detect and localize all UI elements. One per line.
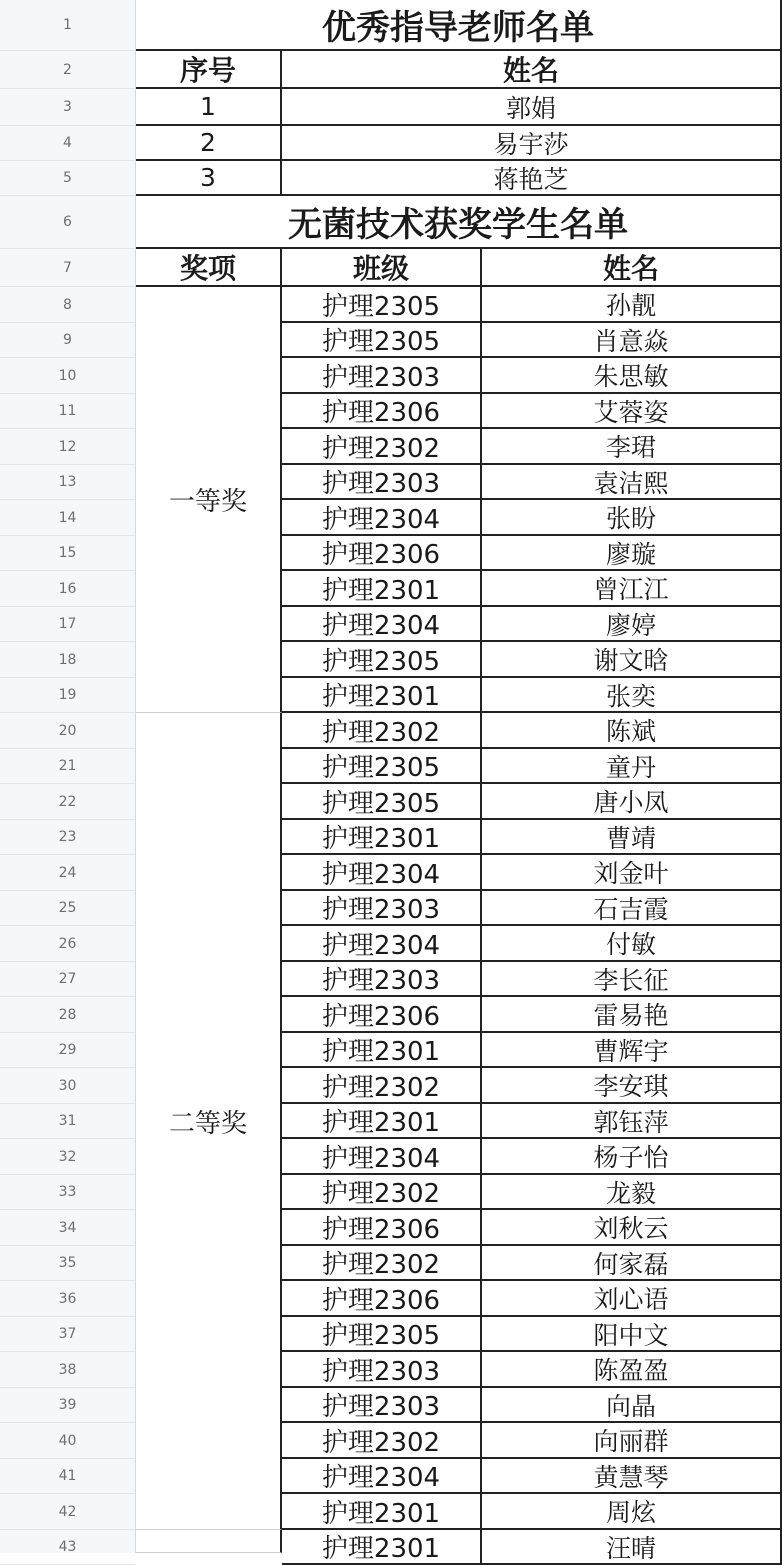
row-number[interactable]: 21 [0,749,135,784]
row-number[interactable]: 9 [0,323,135,358]
row-number[interactable]: 14 [0,500,135,536]
student-name-cell[interactable]: 雷易艳 [482,997,782,1033]
row-number[interactable]: 8 [0,287,135,323]
class-cell[interactable]: 护理2303 [282,358,482,394]
class-cell[interactable]: 护理2306 [282,536,482,571]
student-name-cell[interactable]: 黄慧琴 [482,1459,782,1494]
award-next-cell[interactable] [136,1530,282,1553]
student-name-cell[interactable]: 童丹 [482,749,782,784]
row-number[interactable]: 17 [0,607,135,642]
row-number[interactable]: 22 [0,784,135,820]
class-cell[interactable]: 护理2306 [282,997,482,1033]
award-second-prize[interactable]: 二等奖 [136,713,282,1530]
row-number[interactable]: 18 [0,642,135,678]
student-name-cell[interactable]: 袁洁熙 [482,465,782,500]
student-name-cell[interactable]: 谢文晗 [482,642,782,678]
class-cell[interactable]: 护理2303 [282,891,482,926]
student-name-cell[interactable]: 刘金叶 [482,855,782,891]
class-cell[interactable]: 护理2301 [282,1104,482,1139]
class-cell[interactable]: 护理2304 [282,500,482,536]
row-number[interactable]: 41 [0,1459,135,1494]
student-name-cell[interactable]: 龙毅 [482,1175,782,1210]
class-cell[interactable]: 护理2305 [282,642,482,678]
row-number[interactable]: 39 [0,1388,135,1423]
row-number[interactable]: 38 [0,1352,135,1388]
class-cell[interactable]: 护理2301 [282,678,482,713]
class-cell[interactable]: 护理2301 [282,1033,482,1068]
student-name-cell[interactable]: 李珺 [482,429,782,465]
row-number[interactable]: 28 [0,997,135,1033]
student-name-cell[interactable]: 肖意焱 [482,323,782,358]
student-name-cell[interactable]: 张奕 [482,678,782,713]
row-number[interactable]: 37 [0,1317,135,1352]
row-number-gutter [0,0,137,1553]
student-name-cell[interactable]: 曾江江 [482,571,782,607]
row-number[interactable]: 16 [0,571,135,607]
row-number[interactable]: 4 [0,126,135,161]
class-cell[interactable]: 护理2301 [282,1530,482,1565]
class-cell[interactable]: 护理2305 [282,749,482,784]
teacher-name-cell[interactable]: 易宇莎 [282,126,782,161]
row-number[interactable]: 19 [0,678,135,713]
student-name-cell[interactable]: 艾蓉姿 [482,394,782,429]
student-table-title[interactable]: 无菌技术获奖学生名单 [136,196,782,249]
student-name-cell[interactable]: 廖璇 [482,536,782,571]
row-number[interactable]: 25 [0,891,135,926]
class-cell[interactable]: 护理2302 [282,1175,482,1210]
row-number[interactable]: 11 [0,394,135,429]
row-number[interactable]: 23 [0,820,135,855]
teacher-name-cell[interactable]: 郭娟 [282,89,782,126]
teacher-table-title[interactable]: 优秀指导老师名单 [136,0,782,51]
row-number[interactable]: 20 [0,713,135,749]
row-number[interactable]: 1 [0,0,135,51]
row-number[interactable]: 5 [0,161,135,196]
row-number[interactable]: 32 [0,1139,135,1175]
student-name-cell[interactable]: 阳中文 [482,1317,782,1352]
header-class[interactable]: 班级 [282,249,482,287]
row-number[interactable]: 15 [0,536,135,571]
row-number[interactable]: 33 [0,1175,135,1210]
row-number[interactable]: 27 [0,962,135,997]
student-name-cell[interactable]: 杨子怡 [482,1139,782,1175]
student-name-cell[interactable]: 周炫 [482,1494,782,1530]
student-name-cell[interactable]: 何家磊 [482,1246,782,1281]
class-cell[interactable]: 护理2303 [282,1352,482,1388]
student-name-cell[interactable]: 廖婷 [482,607,782,642]
row-number[interactable]: 31 [0,1104,135,1139]
student-name-cell[interactable]: 曹辉宇 [482,1033,782,1068]
student-name-cell[interactable]: 陈盈盈 [482,1352,782,1388]
header-student-name[interactable]: 姓名 [482,249,782,287]
class-cell[interactable]: 护理2301 [282,571,482,607]
award-first-prize[interactable]: 一等奖 [136,287,282,713]
class-cell[interactable]: 护理2306 [282,1281,482,1317]
class-cell[interactable]: 护理2302 [282,1246,482,1281]
teacher-index-cell[interactable]: 3 [136,161,282,196]
row-number[interactable]: 30 [0,1068,135,1104]
student-name-cell[interactable]: 陈斌 [482,713,782,749]
student-name-cell[interactable]: 李安琪 [482,1068,782,1104]
header-teacher-name[interactable]: 姓名 [282,51,782,89]
class-cell[interactable]: 护理2304 [282,855,482,891]
student-name-cell[interactable]: 向丽群 [482,1423,782,1459]
row-number[interactable]: 42 [0,1494,135,1530]
row-number[interactable]: 10 [0,358,135,394]
class-cell[interactable]: 护理2303 [282,962,482,997]
class-cell[interactable]: 护理2305 [282,784,482,820]
row-number[interactable]: 26 [0,926,135,962]
student-name-cell[interactable]: 石吉霞 [482,891,782,926]
row-number[interactable]: 36 [0,1281,135,1317]
student-name-cell[interactable]: 刘秋云 [482,1210,782,1246]
student-name-cell[interactable]: 付敏 [482,926,782,962]
header-index[interactable]: 序号 [136,51,282,89]
spreadsheet-grid [136,0,782,1564]
row-number[interactable]: 40 [0,1423,135,1459]
class-cell[interactable]: 护理2301 [282,820,482,855]
class-cell[interactable]: 护理2306 [282,1210,482,1246]
class-cell[interactable]: 护理2303 [282,465,482,500]
class-cell[interactable]: 护理2303 [282,1388,482,1423]
row-number[interactable]: 12 [0,429,135,465]
class-cell[interactable]: 护理2301 [282,1494,482,1530]
student-name-cell[interactable]: 张盼 [482,500,782,536]
student-name-cell[interactable]: 李长征 [482,962,782,997]
class-cell[interactable]: 护理2305 [282,1317,482,1352]
class-cell[interactable]: 护理2306 [282,394,482,429]
student-name-cell[interactable]: 朱思敏 [482,358,782,394]
teacher-index-cell[interactable]: 1 [136,89,282,126]
student-name-cell[interactable]: 向晶 [482,1388,782,1423]
row-number[interactable]: 24 [0,855,135,891]
row-number[interactable]: 34 [0,1210,135,1246]
class-cell[interactable]: 护理2304 [282,926,482,962]
row-number[interactable]: 7 [0,249,135,287]
class-cell[interactable]: 护理2305 [282,287,482,323]
class-cell[interactable]: 护理2305 [282,323,482,358]
row-number[interactable]: 2 [0,51,135,89]
class-cell[interactable]: 护理2302 [282,1423,482,1459]
class-cell[interactable]: 护理2304 [282,607,482,642]
teacher-index-cell[interactable]: 2 [136,126,282,161]
row-number[interactable]: 35 [0,1246,135,1281]
student-name-cell[interactable]: 汪晴 [482,1530,782,1565]
class-cell[interactable]: 护理2302 [282,429,482,465]
class-cell[interactable]: 护理2304 [282,1139,482,1175]
class-cell[interactable]: 护理2304 [282,1459,482,1494]
row-number[interactable]: 3 [0,89,135,126]
row-number[interactable]: 29 [0,1033,135,1068]
student-name-cell[interactable]: 郭钰萍 [482,1104,782,1139]
student-name-cell[interactable]: 孙靓 [482,287,782,323]
class-cell[interactable]: 护理2302 [282,1068,482,1104]
row-number[interactable]: 43 [0,1530,135,1565]
student-name-cell[interactable]: 唐小凤 [482,784,782,820]
teacher-name-cell[interactable]: 蒋艳芝 [282,161,782,196]
row-number[interactable]: 6 [0,196,135,249]
row-number[interactable]: 13 [0,465,135,500]
student-name-cell[interactable]: 刘心语 [482,1281,782,1317]
student-name-cell[interactable]: 曹靖 [482,820,782,855]
class-cell[interactable]: 护理2302 [282,713,482,749]
header-award[interactable]: 奖项 [136,249,282,287]
